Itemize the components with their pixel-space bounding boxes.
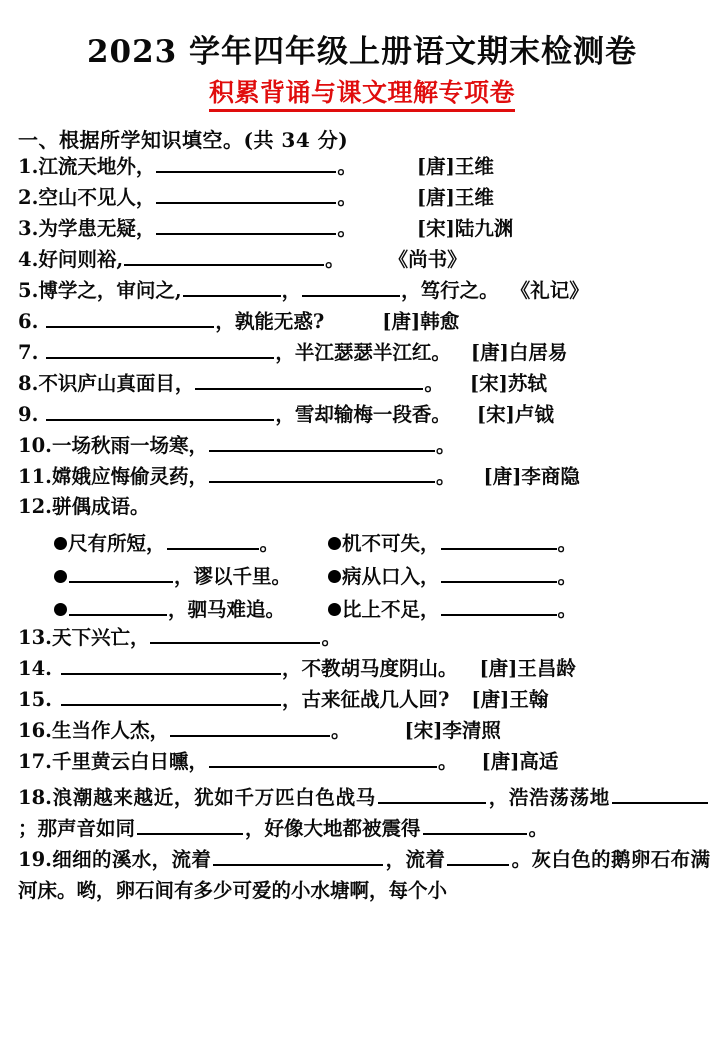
answer-blank[interactable] xyxy=(46,342,274,359)
answer-blank[interactable] xyxy=(209,435,435,452)
attribution: [唐]李商隐 xyxy=(483,464,580,488)
question-stem: 生当作人杰， xyxy=(51,718,169,742)
question-row xyxy=(18,627,710,658)
question-number: 1. xyxy=(18,154,39,178)
question-number: 19. xyxy=(18,847,52,871)
idiom-tail: ，驷马难追。 xyxy=(168,597,286,621)
idiom-stem: 机不可失， xyxy=(342,531,440,555)
question-number: 2. xyxy=(18,185,39,209)
question-number: 17. xyxy=(18,749,52,773)
question-tail: 。 xyxy=(325,247,345,271)
question-row xyxy=(18,404,710,435)
idiom-tail: 。 xyxy=(557,531,578,555)
answer-blank[interactable] xyxy=(441,599,557,616)
idiom-item xyxy=(18,561,328,589)
question-paragraph xyxy=(18,844,710,906)
question-number: 14. xyxy=(18,656,52,680)
question-tail: ，半江瑟瑟半江红。 xyxy=(275,340,451,364)
question-tail: 。 xyxy=(437,749,458,773)
question-tail: ，孰能无惑? xyxy=(215,309,325,333)
answer-blank[interactable] xyxy=(156,218,336,235)
question-row xyxy=(18,720,710,751)
question-row xyxy=(18,156,710,187)
question-stem: 一场秋雨一场寒， xyxy=(51,433,208,457)
question-stem: 浪潮越来越近，犹如千万匹白色战马 xyxy=(51,785,377,809)
attribution: [唐]王翰 xyxy=(471,687,549,711)
question-row xyxy=(18,466,710,497)
question-row xyxy=(18,689,710,720)
question-tail: 。 xyxy=(337,216,357,240)
answer-blank[interactable] xyxy=(167,533,259,550)
question-tail: 。 xyxy=(424,371,444,395)
answer-blank[interactable] xyxy=(302,280,400,297)
answer-blank[interactable] xyxy=(150,627,320,644)
question-number: 15. xyxy=(18,687,52,711)
attribution: [宋]苏轼 xyxy=(469,371,547,395)
question-mid: ， xyxy=(281,278,302,302)
answer-blank[interactable] xyxy=(156,156,336,173)
question-row xyxy=(18,311,710,342)
answer-blank[interactable] xyxy=(137,818,243,835)
answer-blank[interactable] xyxy=(195,373,423,390)
attribution: [宋]陆九渊 xyxy=(416,216,514,240)
question-tail: 。 xyxy=(337,185,357,209)
exam-page xyxy=(0,34,724,1058)
idiom-row xyxy=(18,528,710,561)
question-stem: 空山不见人， xyxy=(38,185,156,209)
question-part: ，流着 xyxy=(385,847,446,871)
answer-blank[interactable] xyxy=(209,466,435,483)
answer-blank[interactable] xyxy=(61,689,281,706)
question-stem: 骈偶成语。 xyxy=(51,494,150,518)
answer-blank[interactable] xyxy=(170,720,330,737)
question-tail: 。 xyxy=(337,154,357,178)
idiom-stem: 比上不足， xyxy=(342,597,440,621)
attribution: [唐]王维 xyxy=(416,154,494,178)
question-row xyxy=(18,187,710,218)
question-number: 3. xyxy=(18,216,39,240)
question-tail: 。 xyxy=(435,464,456,488)
question-stem: 天下兴亡， xyxy=(51,625,150,649)
subtitle-container xyxy=(14,78,710,112)
answer-blank[interactable] xyxy=(209,751,437,768)
question-tail: 。 xyxy=(435,433,456,457)
question-stem: 好问则裕, xyxy=(38,247,124,271)
section-heading: 一、根据所学知识填空。(共 34 分) xyxy=(18,127,349,152)
question-tail: 。 xyxy=(330,718,351,742)
question-stem: 细细的溪水，流着 xyxy=(51,847,212,871)
question-row xyxy=(18,435,710,466)
question-number: 18. xyxy=(18,785,52,809)
bullet-icon xyxy=(54,603,67,616)
question-number: 4. xyxy=(18,247,39,271)
question-number: 13. xyxy=(18,625,52,649)
question-row xyxy=(18,373,710,404)
attribution: [唐]王维 xyxy=(416,185,494,209)
question-row xyxy=(18,280,710,311)
question-paragraph xyxy=(18,782,710,844)
attribution: [唐]韩愈 xyxy=(382,309,460,333)
question-number: 16. xyxy=(18,718,52,742)
question-tail: ，雪却输梅一段香。 xyxy=(275,402,451,426)
answer-blank[interactable] xyxy=(447,849,509,866)
question-row xyxy=(18,494,710,528)
idiom-stem: 尺有所短， xyxy=(68,531,166,555)
idiom-tail: 。 xyxy=(557,597,578,621)
bullet-icon xyxy=(54,537,67,550)
bullet-icon xyxy=(328,570,341,583)
idiom-item xyxy=(328,594,577,622)
question-part: ，浩浩荡荡地 xyxy=(488,785,610,809)
bullet-icon xyxy=(54,570,67,583)
idiom-item xyxy=(328,561,577,589)
question-tail: ，笃行之。 xyxy=(401,278,499,302)
attribution: 《尚书》 xyxy=(388,247,467,271)
answer-blank[interactable] xyxy=(378,787,486,804)
answer-blank[interactable] xyxy=(423,818,527,835)
question-number: 8. xyxy=(18,371,39,395)
page-subtitle: 积累背诵与课文理解专项卷 xyxy=(209,78,515,112)
answer-blank[interactable] xyxy=(69,566,173,583)
question-row xyxy=(18,342,710,373)
idiom-tail: ，谬以千里。 xyxy=(174,564,292,588)
attribution: 《礼记》 xyxy=(510,278,589,302)
idiom-item xyxy=(328,528,577,556)
question-tail: 。灰白色的鹅卵石布满河床。哟，卵石间有多少可爱的小水塘啊，每个小 xyxy=(18,847,710,902)
attribution: [唐]高适 xyxy=(481,749,559,773)
idiom-item xyxy=(18,528,328,556)
question-tail: 。 xyxy=(321,625,341,649)
attribution: [唐]白居易 xyxy=(470,340,568,364)
idiom-tail: 。 xyxy=(259,531,280,555)
question-row xyxy=(18,218,710,249)
answer-blank[interactable] xyxy=(612,787,708,804)
attribution: [宋]卢钺 xyxy=(476,402,554,426)
page-title: 2023 学年四年级上册语文期末检测卷 xyxy=(86,34,638,70)
answer-blank[interactable] xyxy=(441,566,557,583)
idiom-row xyxy=(18,561,710,594)
question-part: ，好像大地都被震得 xyxy=(245,816,421,840)
answer-blank[interactable] xyxy=(124,249,324,266)
question-part: ；那声音如同 xyxy=(18,816,136,840)
question-stem: 博学之，审问之, xyxy=(38,278,182,302)
question-stem: 千里黄云白日曛， xyxy=(51,749,208,773)
answer-blank[interactable] xyxy=(46,311,214,328)
bullet-icon xyxy=(328,537,341,550)
attribution: [唐]王昌龄 xyxy=(479,656,576,680)
answer-blank[interactable] xyxy=(156,187,336,204)
answer-blank[interactable] xyxy=(69,599,167,616)
idiom-row xyxy=(18,594,710,627)
question-number: 6. xyxy=(18,309,39,333)
question-number: 10. xyxy=(18,433,52,457)
answer-blank[interactable] xyxy=(441,533,557,550)
question-stem: 嫦娥应悔偷灵药， xyxy=(51,464,208,488)
question-stem: 为学患无疑， xyxy=(38,216,156,240)
question-row xyxy=(18,751,710,782)
question-number: 9. xyxy=(18,402,39,426)
question-number: 5. xyxy=(18,278,39,302)
question-row xyxy=(18,249,710,280)
idiom-item xyxy=(18,594,328,622)
question-tail: 。 xyxy=(528,816,549,840)
idiom-stem: 病从口入， xyxy=(342,564,440,588)
idiom-tail: 。 xyxy=(557,564,578,588)
question-row xyxy=(18,658,710,689)
question-number: 7. xyxy=(18,340,39,364)
answer-blank[interactable] xyxy=(183,280,281,297)
question-number: 11. xyxy=(18,464,52,488)
question-stem: 不识庐山真面目， xyxy=(38,371,195,395)
question-stem: 江流天地外， xyxy=(38,154,156,178)
question-tail: ，古来征战几人回? xyxy=(281,687,450,711)
answer-blank[interactable] xyxy=(46,404,274,421)
attribution: [宋]李清照 xyxy=(404,718,501,742)
answer-blank[interactable] xyxy=(61,658,281,675)
bullet-icon xyxy=(328,603,341,616)
answer-blank[interactable] xyxy=(213,849,383,866)
question-number: 12. xyxy=(18,494,52,518)
question-tail: ，不教胡马度阴山。 xyxy=(281,656,458,680)
